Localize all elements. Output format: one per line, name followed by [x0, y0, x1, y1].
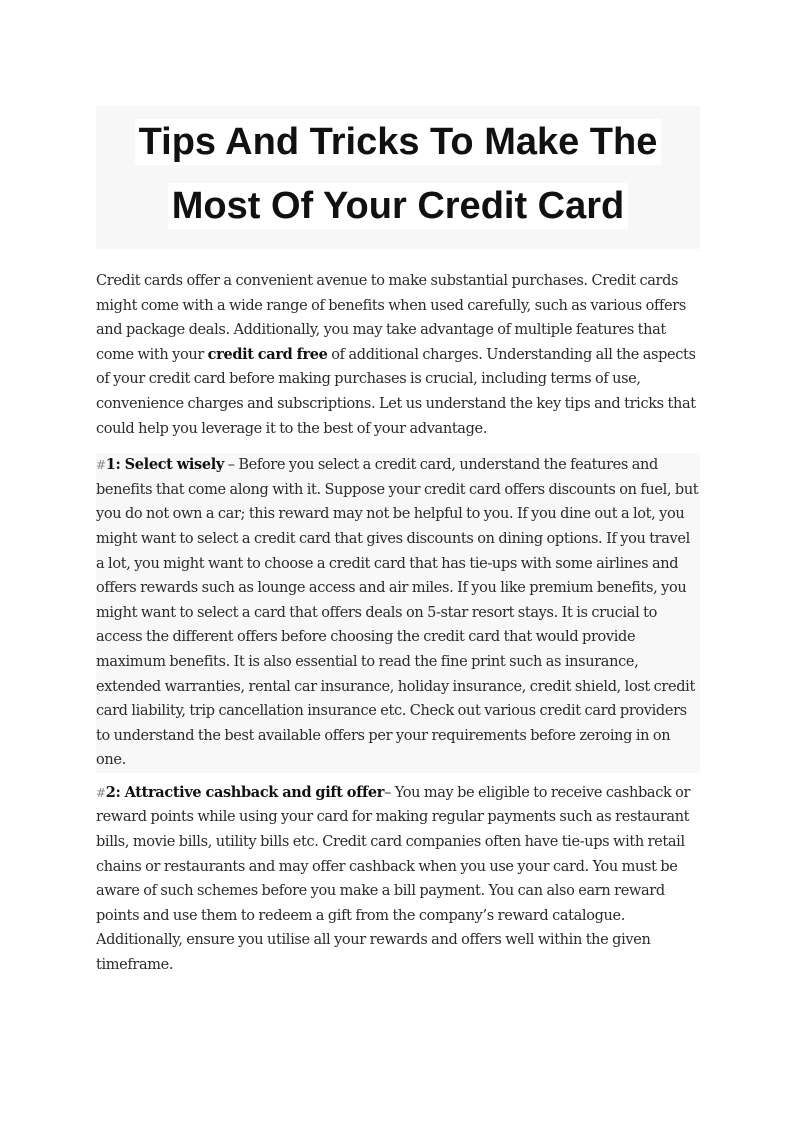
- page-title-line-1: Tips And Tricks To Make The: [135, 119, 662, 165]
- page-title-line-2: Most Of Your Credit Card: [168, 183, 629, 229]
- tip-1-paragraph: [96, 453, 700, 773]
- title-block: [96, 106, 700, 249]
- tip-2-hash: #: [96, 785, 106, 800]
- credit-card-free-emphasis: credit card free: [207, 345, 328, 363]
- tip-2-text: – You may be eligible to receive cashback or reward points while using your card for making regular payments such as restaurant bills, movie bills, utility bills etc. Credit card companies often have tie-ups with retail chains or restaurants and may offer cashback when you use your card. You must be aware of such schemes before you make a bill payment. You can also earn reward points and use them to redeem a gift from the company’s reward catalogue. Additionally, ensure you utilise all your rewards and offers well within the given timeframe.: [96, 784, 691, 974]
- tip-2-paragraph: [96, 781, 700, 978]
- tip-2-heading: 2: Attractive cashback and gift offer: [105, 783, 385, 801]
- intro-paragraph: [96, 269, 700, 441]
- tip-1-hash: #: [96, 458, 106, 473]
- tip-1-heading: 1: Select wisely: [105, 456, 224, 474]
- tip-1-text: – Before you select a credit card, understand the features and benefits that come along with it. Suppose your credit card offers discounts on fuel, but you do not own a car; this reward may not be helpful to you. If you dine out a lot, you might want to select a credit card that gives discounts on dining options. If you travel a lot, you might want to choose a credit card that has tie-ups with some airlines and offers rewards such as lounge access and air miles. If you like premium benefits, you might want to select a card that offers deals on 5-star resort stays. It is crucial to access the different offers before choosing the credit card that would provide maximum benefits. It is also essential to read the fine print such as insurance, extended warranties, rental car insurance, holiday insurance, credit shield, lost credit card liability, trip cancellation insurance etc. Check out various credit card providers to understand the best available offers per your requirements before zeroing in on one.: [96, 457, 699, 769]
- article: [96, 0, 700, 978]
- intro-text-start: Credit cards offer a convenient avenue to make substantial purchases. Credit cards might come with a wide range of benefits when used carefully, such as various offers and package deals. Additionally, you may take advantage of multiple features that come with your: [96, 273, 686, 363]
- intro-text-end: of additional charges. Understanding all the aspects of your credit card before making purchases is crucial, including terms of use, convenience charges and subscriptions. Let us understand the key tips and tricks that could help you leverage it to the best of your advantage.: [96, 346, 696, 437]
- article-body: [96, 269, 700, 978]
